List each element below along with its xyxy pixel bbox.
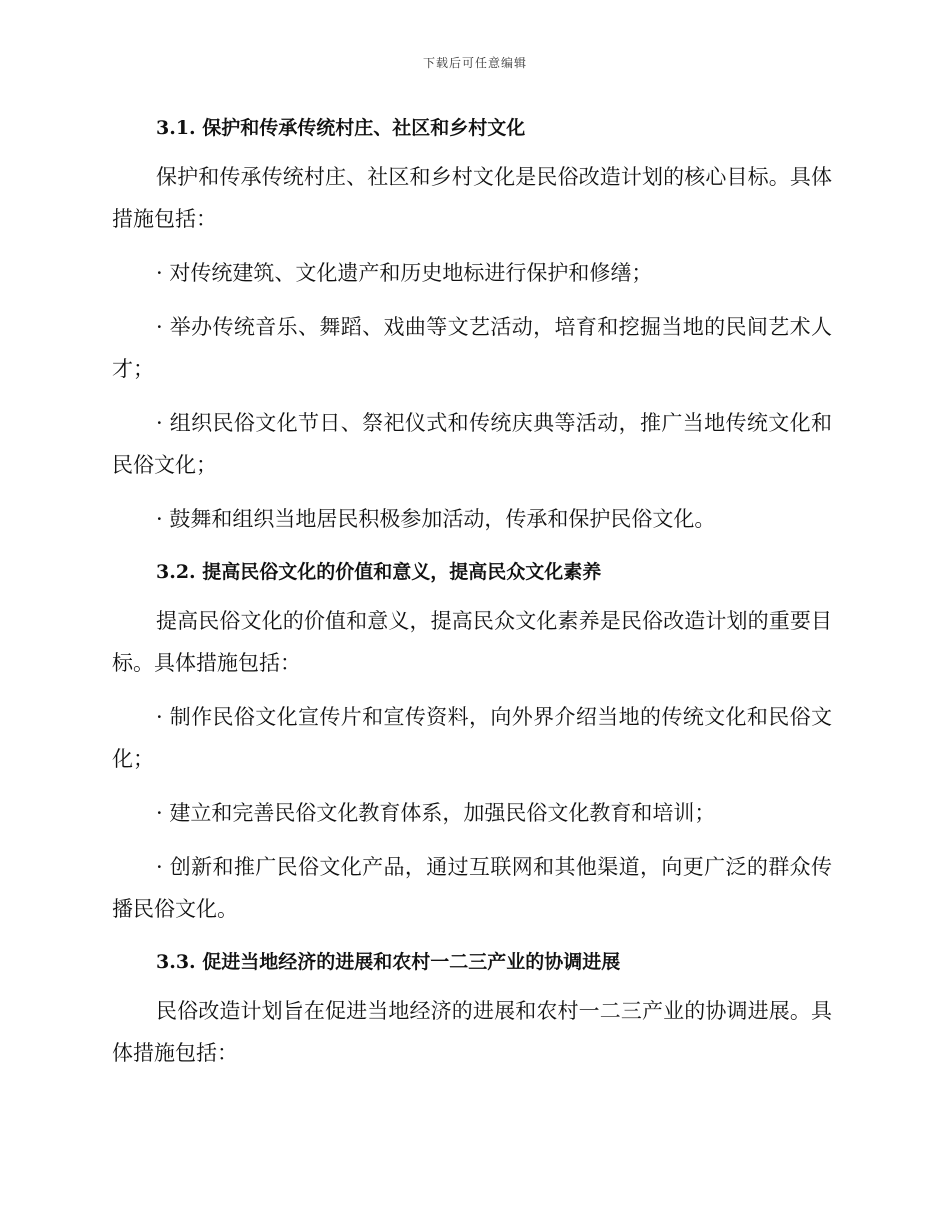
bullet-item: · 鼓舞和组织当地居民积极参加活动，传承和保护民俗文化。 xyxy=(156,507,716,531)
section-3-3 xyxy=(112,942,832,1074)
section-heading: 3.1. 保护和传承传统村庄、社区和乡村文化 xyxy=(156,117,526,139)
bullet-item: · 制作民俗文化宣传片和宣传资料，向外界介绍当地的传统文化和民俗文化； xyxy=(112,705,832,771)
bullet-item: · 举办传统音乐、舞蹈、戏曲等文艺活动，培育和挖掘当地的民间艺术人才； xyxy=(112,315,832,381)
document-body xyxy=(112,108,832,1074)
section-intro: 保护和传承传统村庄、社区和乡村文化是民俗改造计划的核心目标。具体措施包括： xyxy=(112,165,832,231)
bullet-item: · 组织民俗文化节日、祭祀仪式和传统庆典等活动，推广当地传统文化和民俗文化； xyxy=(112,411,832,477)
section-3-2 xyxy=(112,552,832,942)
section-heading: 3.2. 提高民俗文化的价值和意义，提高民众文化素养 xyxy=(156,561,602,583)
section-heading: 3.3. 促进当地经济的进展和农村一二三产业的协调进展 xyxy=(156,951,621,973)
bullet-item: · 对传统建筑、文化遗产和历史地标进行保护和修缮； xyxy=(156,261,653,285)
bullet-item: · 建立和完善民俗文化教育体系，加强民俗文化教育和培训； xyxy=(156,801,716,825)
header-note: 下载后可任意编辑 xyxy=(422,56,527,70)
section-intro: 民俗改造计划旨在促进当地经济的进展和农村一二三产业的协调进展。具体措施包括： xyxy=(112,999,832,1065)
section-3-1 xyxy=(112,108,832,552)
bullet-item: · 创新和推广民俗文化产品，通过互联网和其他渠道，向更广泛的群众传播民俗文化。 xyxy=(112,855,832,921)
section-intro: 提高民俗文化的价值和意义，提高民众文化素养是民俗改造计划的重要目标。具体措施包括： xyxy=(112,609,832,675)
